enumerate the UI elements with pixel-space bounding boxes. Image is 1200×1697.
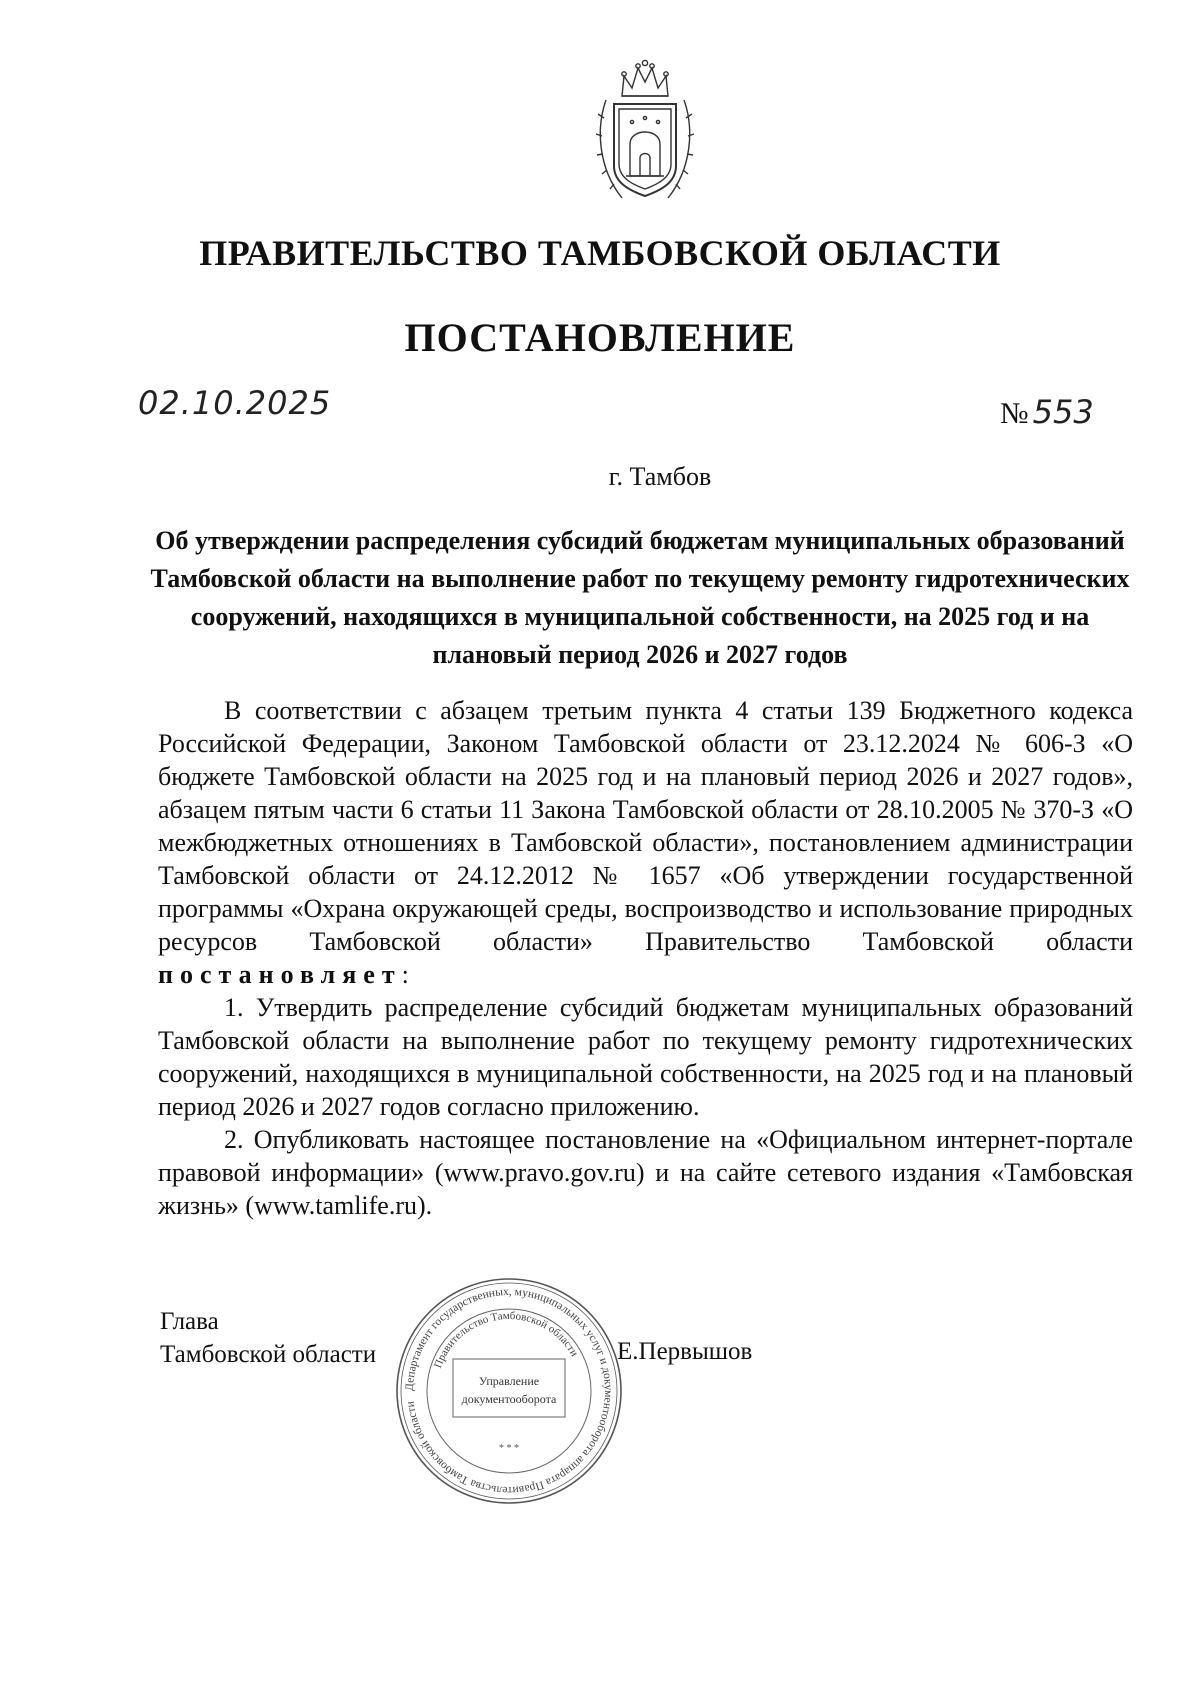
preamble-text: В соответствии с абзацем третьим пункта 4 статьи 139 Бюджетного кодекса Российской Федерации, Законом Тамбовской области от 23.12.2024 № 606-З «О бюджете Тамбовской области на 2025 год и на плановый период 2026 и 2027 годов», абзацем пятым части 6 статьи 11 Закона Тамбовской области от 28.10.2005 № 370-З «О межбюджетных отношениях в Тамбовской области», постановлением администрации Тамбовской области от 24.12.2012 № 1657 «Об утверждении государственной программы «Охрана окружающей среды, воспроизводство и использование природных ресурсов Тамбовской области» Правительство Тамбовской области xyxy=(158,696,1133,956)
resolves-colon: : xyxy=(401,960,409,989)
document-type: ПОСТАНОВЛЕНИЕ xyxy=(404,315,796,360)
official-stamp xyxy=(393,1275,625,1507)
number-value: 553 xyxy=(1032,393,1094,431)
resolves-word: постановляет xyxy=(158,960,402,989)
stamp-center-line1: Управление xyxy=(478,1374,540,1388)
signatory-name: Е.Первышов xyxy=(617,1338,753,1365)
signatory-position xyxy=(160,1305,376,1371)
signatory-position-line1: Глава xyxy=(160,1308,219,1335)
preamble-paragraph xyxy=(158,694,1133,991)
stamp-inner-ring-text: Правительство Тамбовской области xyxy=(432,1309,581,1370)
stamp-star-icon: * * * xyxy=(499,1443,519,1454)
city-line: г. Тамбов xyxy=(608,462,712,491)
stamp-center-line2: документооборота xyxy=(461,1392,557,1406)
organization-title: ПРАВИТЕЛЬСТВО ТАМБОВСКОЙ ОБЛАСТИ xyxy=(199,233,1001,273)
item-2-paragraph: 2. Опубликовать настоящее постановление на «Официальном интернет-портале правовой информации» (www.pravo.gov.ru) и на сайте сетевого издания «Тамбовская жизнь» (www.tamlife.ru). xyxy=(158,1125,1133,1220)
document-heading: Об утверждении распределения субсидий бюджетам муниципальных образований Тамбовской области на выполнение работ по текущему ремонту гидротехнических сооружений, находящихся в муниципальной собственности, на 2025 год и на плановый период 2026 и 2027 годов xyxy=(150,526,1130,669)
document-body xyxy=(158,694,1133,1222)
document-date: 02.10.2025 xyxy=(138,384,332,422)
signatory-position-line2: Тамбовской области xyxy=(160,1341,377,1368)
item-1-paragraph: 1. Утвердить распределение субсидий бюджетам муниципальных образований Тамбовской области на выполнение работ по текущему ремонту гидротехнических сооружений, находящихся в муниципальной собственности, на 2025 год и на плановый период 2026 и 2027 годов согласно приложению. xyxy=(158,993,1133,1121)
document-number xyxy=(1000,393,1094,431)
number-label: № xyxy=(1000,397,1029,430)
stamp-ring-text: Департамент государственных, муниципальных услуг и документооборота аппарата Правительства Тамбовской области xyxy=(403,1285,615,1497)
coat-of-arms-emblem xyxy=(592,58,698,208)
